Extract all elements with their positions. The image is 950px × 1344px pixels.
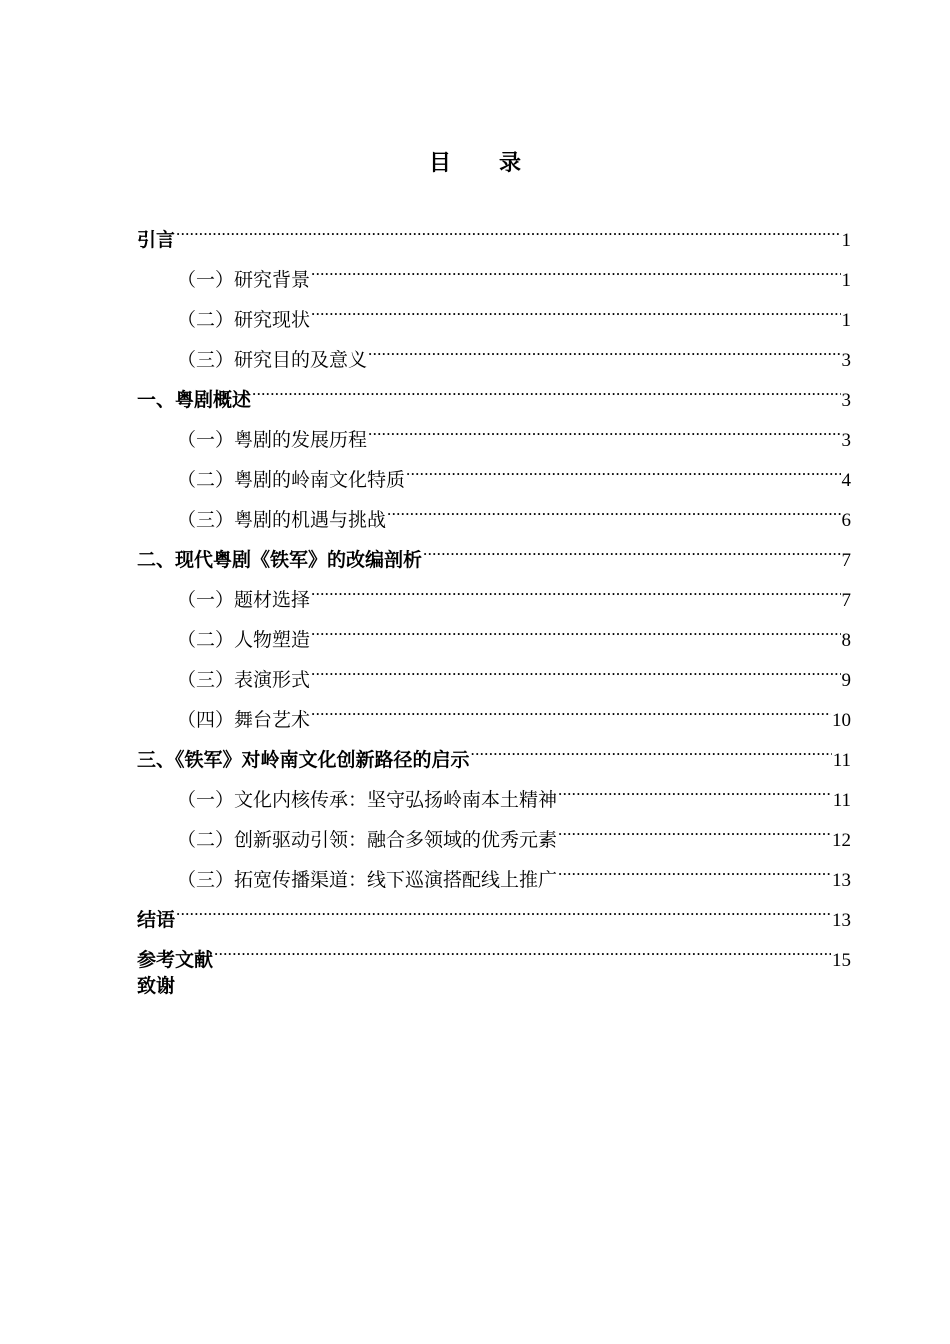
toc-dot-leader bbox=[387, 486, 840, 526]
toc-dot-leader bbox=[311, 646, 840, 686]
toc-page-number: 15 bbox=[832, 950, 851, 971]
toc-page-number: 3 bbox=[841, 390, 851, 411]
toc-entry-text: （三）研究目的及意义 bbox=[177, 349, 368, 371]
toc-entry-text: （一）粤剧的发展历程 bbox=[177, 429, 368, 451]
toc-entry-text: （三）表演形式 bbox=[177, 669, 311, 691]
toc-entry-text: （一）文化内核传承：坚守弘扬岭南本土精神 bbox=[177, 789, 558, 811]
toc-entry-text: （二）创新驱动引领：融合多领域的优秀元素 bbox=[177, 829, 558, 851]
toc-entry-text: （二）人物塑造 bbox=[177, 629, 311, 651]
toc-page-number: 4 bbox=[841, 470, 851, 491]
toc-dot-leader bbox=[423, 526, 840, 566]
toc-chapter-entry[interactable] bbox=[137, 886, 851, 931]
toc-dot-leader bbox=[311, 606, 840, 646]
toc-page-number: 11 bbox=[832, 750, 851, 771]
toc-entry-text: 结语 bbox=[137, 909, 176, 931]
toc-page-number: 8 bbox=[841, 630, 851, 651]
toc-entry-text: （二）研究现状 bbox=[177, 309, 311, 331]
toc-dot-leader bbox=[311, 246, 840, 286]
toc-dot-leader bbox=[558, 766, 832, 806]
toc-page-number: 6 bbox=[841, 510, 851, 531]
toc-entry-text: （三）拓宽传播渠道：线下巡演搭配线上推广 bbox=[177, 869, 558, 891]
table-of-contents bbox=[137, 206, 851, 1006]
toc-dot-leader bbox=[558, 806, 831, 846]
toc-page-number: 13 bbox=[832, 910, 851, 931]
toc-section-entry[interactable] bbox=[137, 246, 851, 291]
toc-entry-text: 二、现代粤剧《铁军》的改编剖析 bbox=[137, 549, 423, 571]
toc-entry-text: 引言 bbox=[137, 229, 176, 251]
toc-dot-leader bbox=[368, 406, 840, 446]
toc-entry-text: 参考文献 bbox=[137, 949, 214, 971]
toc-dot-leader bbox=[311, 686, 831, 726]
toc-entry-text: 致谢 bbox=[137, 975, 176, 997]
toc-page-number: 13 bbox=[832, 870, 851, 891]
toc-entry-text: （一）题材选择 bbox=[177, 589, 311, 611]
toc-page-number: 9 bbox=[841, 670, 851, 691]
toc-page-number: 7 bbox=[841, 550, 851, 571]
toc-dot-leader bbox=[368, 326, 840, 366]
toc-entry-text: （四）舞台艺术 bbox=[177, 709, 311, 731]
toc-page-number: 3 bbox=[841, 350, 851, 371]
toc-dot-leader bbox=[311, 286, 840, 326]
toc-entry-text: （二）粤剧的岭南文化特质 bbox=[177, 469, 406, 491]
toc-dot-leader bbox=[214, 926, 831, 966]
toc-dot-leader bbox=[176, 886, 831, 926]
toc-entry-text: （一）研究背景 bbox=[177, 269, 311, 291]
toc-page-number: 1 bbox=[841, 310, 851, 331]
toc-title bbox=[0, 146, 950, 177]
toc-dot-leader bbox=[471, 726, 832, 766]
toc-page-number: 10 bbox=[832, 710, 851, 731]
toc-chapter-entry[interactable] bbox=[137, 926, 851, 971]
toc-title-right-char: 录 bbox=[499, 151, 522, 176]
toc-chapter-entry[interactable] bbox=[137, 206, 851, 251]
toc-dot-leader bbox=[176, 206, 840, 246]
toc-page-number: 1 bbox=[841, 270, 851, 291]
toc-entry-text: 三、《铁军》对岭南文化创新路径的启示 bbox=[137, 749, 470, 771]
toc-page-number: 12 bbox=[832, 830, 851, 851]
toc-dot-leader bbox=[252, 366, 840, 406]
toc-page-number: 1 bbox=[841, 230, 851, 251]
toc-dot-leader bbox=[311, 566, 840, 606]
toc-page-number: 11 bbox=[832, 790, 851, 811]
toc-page-number: 3 bbox=[841, 430, 851, 451]
toc-entry-text: （三）粤剧的机遇与挑战 bbox=[177, 509, 387, 531]
toc-dot-leader bbox=[558, 846, 831, 886]
toc-entry-text: 一、粤剧概述 bbox=[137, 389, 252, 411]
toc-chapter-entry[interactable] bbox=[137, 966, 851, 1006]
toc-page-number: 7 bbox=[841, 590, 851, 611]
toc-title-left-char: 目 bbox=[428, 151, 451, 176]
toc-dot-leader bbox=[406, 446, 840, 486]
